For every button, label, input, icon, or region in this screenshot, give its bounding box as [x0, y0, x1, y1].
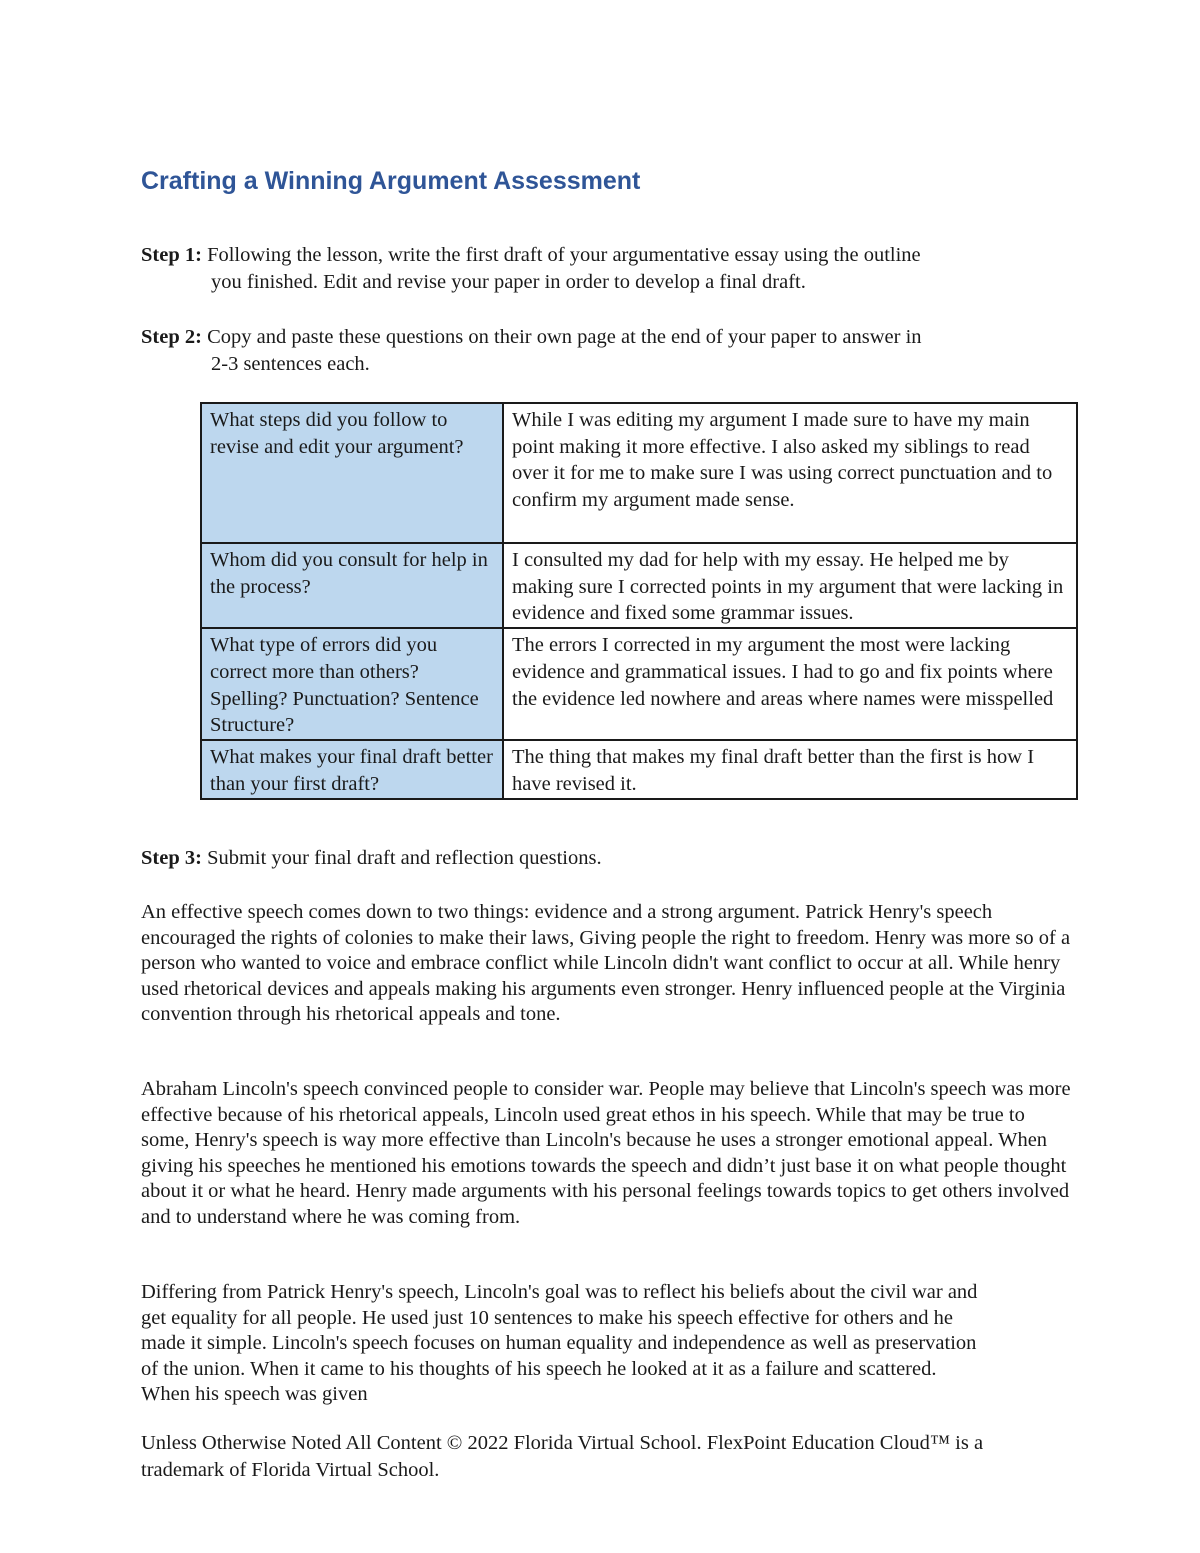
step-2-instruction — [141, 324, 1071, 378]
page-title: Crafting a Winning Argument Assessment — [141, 167, 641, 195]
essay-paragraph-3: Differing from Patrick Henry's speech, Lincoln's goal was to reflect his beliefs about the civil war and get equality for all people. He used just 10 sentences to make his speech effective for others and he made it simple. Lincoln's speech focuses on human equality and independence as well as preservation of the union. When it came to his thoughts of his speech he looked at it as a failure and scattered. When his speech was given — [141, 1281, 978, 1406]
table-row — [201, 403, 1077, 543]
reflection-table — [200, 402, 1078, 800]
answer-cell: While I was editing my argument I made sure to have my main point making it more effective. I also asked my siblings to read over it for me to make sure I was using correct punctuation and to confirm my argument made sense. — [503, 403, 1077, 543]
step-2-text: Copy and paste these questions on their own page at the end of your paper to answer in — [207, 326, 922, 348]
essay-paragraph-1: An effective speech comes down to two things: evidence and a strong argument. Patrick Henry's speech encouraged the rights of colonies to make their laws, Giving people the right to freedom. Henry was more so of a person who wanted to voice and embrace conflict while Lincoln didn't want conflict to occur at all. While henry used rhetorical devices and appeals making his arguments even stronger. Henry influenced people at the Virginia convention through his rhetorical appeals and tone. — [141, 901, 1071, 1026]
table-row — [201, 628, 1077, 740]
answer-cell: The errors I corrected in my argument the most were lacking evidence and grammatical issues. I had to go and fix points where the evidence led nowhere and areas where names were misspelled — [503, 628, 1077, 740]
question-cell: What steps did you follow to revise and edit your argument? — [201, 403, 503, 543]
step-1-text: Following the lesson, write the first draft of your argumentative essay using the outline — [207, 244, 921, 266]
step-3-label: Step 3: — [141, 847, 202, 869]
question-cell: Whom did you consult for help in the process? — [201, 543, 503, 628]
step-1-instruction — [141, 242, 1071, 296]
question-cell: What type of errors did you correct more than others? Spelling? Punctuation? Sentence Structure? — [201, 628, 503, 740]
step-1-continuation: you finished. Edit and revise your paper in order to develop a final draft. — [211, 271, 806, 293]
step-1-label: Step 1: — [141, 244, 202, 266]
essay-paragraph-2: Abraham Lincoln's speech convinced people to consider war. People may believe that Lincoln's speech was more effective because of his rhetorical appeals, Lincoln used great ethos in his speech. While that may be true to some, Henry's speech is way more effective than Lincoln's because he uses a stronger emotional appeal. When giving his speeches he mentioned his emotions towards the speech and didn’t just base it on what people thought about it or what he heard. Henry made arguments with his personal feelings towards topics to get others involved and to understand where he was coming from. — [141, 1078, 1071, 1228]
step-3-text: Submit your final draft and reflection questions. — [207, 847, 602, 869]
step-2-continuation: 2-3 sentences each. — [211, 353, 370, 375]
step-2-label: Step 2: — [141, 326, 202, 348]
table-row — [201, 740, 1077, 798]
copyright-footer: Unless Otherwise Noted All Content © 2022 Florida Virtual School. FlexPoint Education Cloud™ is a trademark of Florida Virtual School. — [141, 1432, 984, 1481]
answer-cell: The thing that makes my final draft better than the first is how I have revised it. — [503, 740, 1077, 798]
table-row — [201, 543, 1077, 628]
question-cell: What makes your final draft better than your first draft? — [201, 740, 503, 798]
step-3-instruction — [141, 845, 1071, 872]
answer-cell: I consulted my dad for help with my essay. He helped me by making sure I corrected points in my argument that were lacking in evidence and fixed some grammar issues. — [503, 543, 1077, 628]
